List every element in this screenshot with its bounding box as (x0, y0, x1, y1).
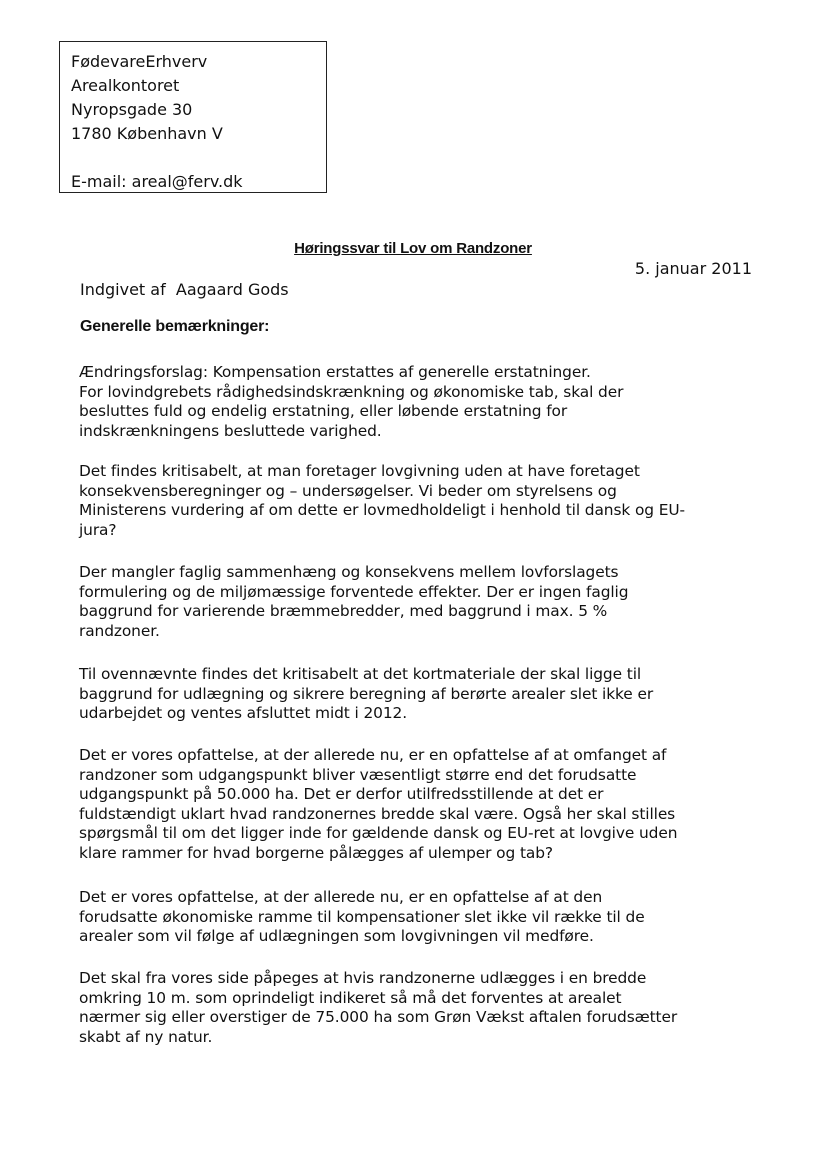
paragraph-line: udgangspunkt på 50.000 ha. Det er derfor utilfredsstillende at det er (79, 785, 604, 804)
paragraph-line: indskrænkningens besluttede varighed. (79, 421, 382, 440)
paragraph-line: For lovindgrebets rådighedsindskrænkning og økonomiske tab, skal der (79, 382, 624, 401)
paragraph-line: baggrund for udlægning og sikrere beregning af berørte arealer slet ikke er (79, 684, 654, 703)
address-dept: Arealkontoret (71, 76, 180, 95)
paragraph-line: konsekvensberegninger og – undersøgelser. Vi beder om styrelsens og (79, 481, 617, 500)
paragraph-line: Det findes kritisabelt, at man foretager lovgivning uden at have foretaget (79, 462, 640, 480)
paragraph-line: udarbejdet og ventes afsluttet midt i 2012. (79, 704, 408, 723)
submitted-by: Indgivet af Aagaard Gods (80, 280, 289, 299)
paragraph-5 (79, 746, 759, 864)
paragraph-line: Der mangler faglig sammenhæng og konsekvens mellem lovforslagets (79, 563, 619, 581)
paragraph-line: jura? (79, 520, 117, 539)
document-date: 5. januar 2011 (634, 259, 752, 278)
paragraph-line: Til ovennævnte findes det kritisabelt at det kortmateriale der skal ligge til (79, 665, 642, 683)
paragraph-line: spørgsmål til om det ligger inde for gældende dansk og EU-ret at lovgive uden (79, 824, 678, 843)
paragraph-line: omkring 10 m. som oprindeligt indikeret så må det forventes at arealet (79, 988, 622, 1007)
paragraph-line: fuldstændigt uklart hvad randzonernes bredde skal være. Også her skal stilles (79, 804, 676, 823)
paragraph-line: nærmer sig eller overstiger de 75.000 ha som Grøn Vækst aftalen forudsætter (79, 1008, 678, 1027)
address-city: 1780 København V (71, 124, 223, 143)
paragraph-line: randzoner. (79, 621, 160, 640)
paragraph-line: Det er vores opfattelse, at der allerede nu, er en opfattelse af at den (79, 888, 603, 906)
paragraph-line: besluttes fuld og endelig erstatning, eller løbende erstatning for (79, 402, 568, 421)
paragraph-line: forudsatte økonomiske ramme til kompensationer slet ikke vil række til de (79, 907, 645, 926)
address-box (59, 41, 327, 193)
paragraph-line: Det er vores opfattelse, at der allerede nu, er en opfattelse af at omfanget af (79, 746, 667, 764)
paragraph-line: skabt af ny natur. (79, 1027, 213, 1046)
address-org: FødevareErhverv (71, 52, 208, 71)
address-street: Nyropsgade 30 (71, 100, 193, 119)
paragraph-4 (79, 665, 759, 724)
address-email: E-mail: areal@ferv.dk (71, 172, 243, 191)
paragraph-line: arealer som vil følge af udlægningen som lovgivningen vil medføre. (79, 927, 594, 946)
paragraph-line: formulering og de miljømæssige forventede effekter. Der er ingen faglig (79, 582, 629, 601)
paragraph-1 (79, 363, 759, 441)
paragraph-line: baggrund for varierende bræmmebredder, med baggrund i max. 5 % (79, 602, 608, 621)
document-title: Høringssvar til Lov om Randzoner (294, 240, 532, 257)
section-heading: Generelle bemærkninger: (80, 318, 270, 335)
paragraph-line: Det skal fra vores side påpeges at hvis randzonerne udlægges i en bredde (79, 969, 647, 987)
paragraph-line: klare rammer for hvad borgerne pålægges af ulemper og tab? (79, 843, 553, 862)
paragraph-3 (79, 563, 759, 641)
paragraph-6 (79, 888, 759, 947)
paragraph-7 (79, 969, 759, 1047)
paragraph-line: Ændringsforslag: Kompensation erstattes af generelle erstatninger. (79, 363, 591, 381)
paragraph-2 (79, 462, 759, 540)
paragraph-line: Ministerens vurdering af om dette er lovmedholdeligt i henhold til dansk og EU- (79, 501, 686, 520)
paragraph-line: randzoner som udgangspunkt bliver væsentligt større end det forudsatte (79, 765, 637, 784)
